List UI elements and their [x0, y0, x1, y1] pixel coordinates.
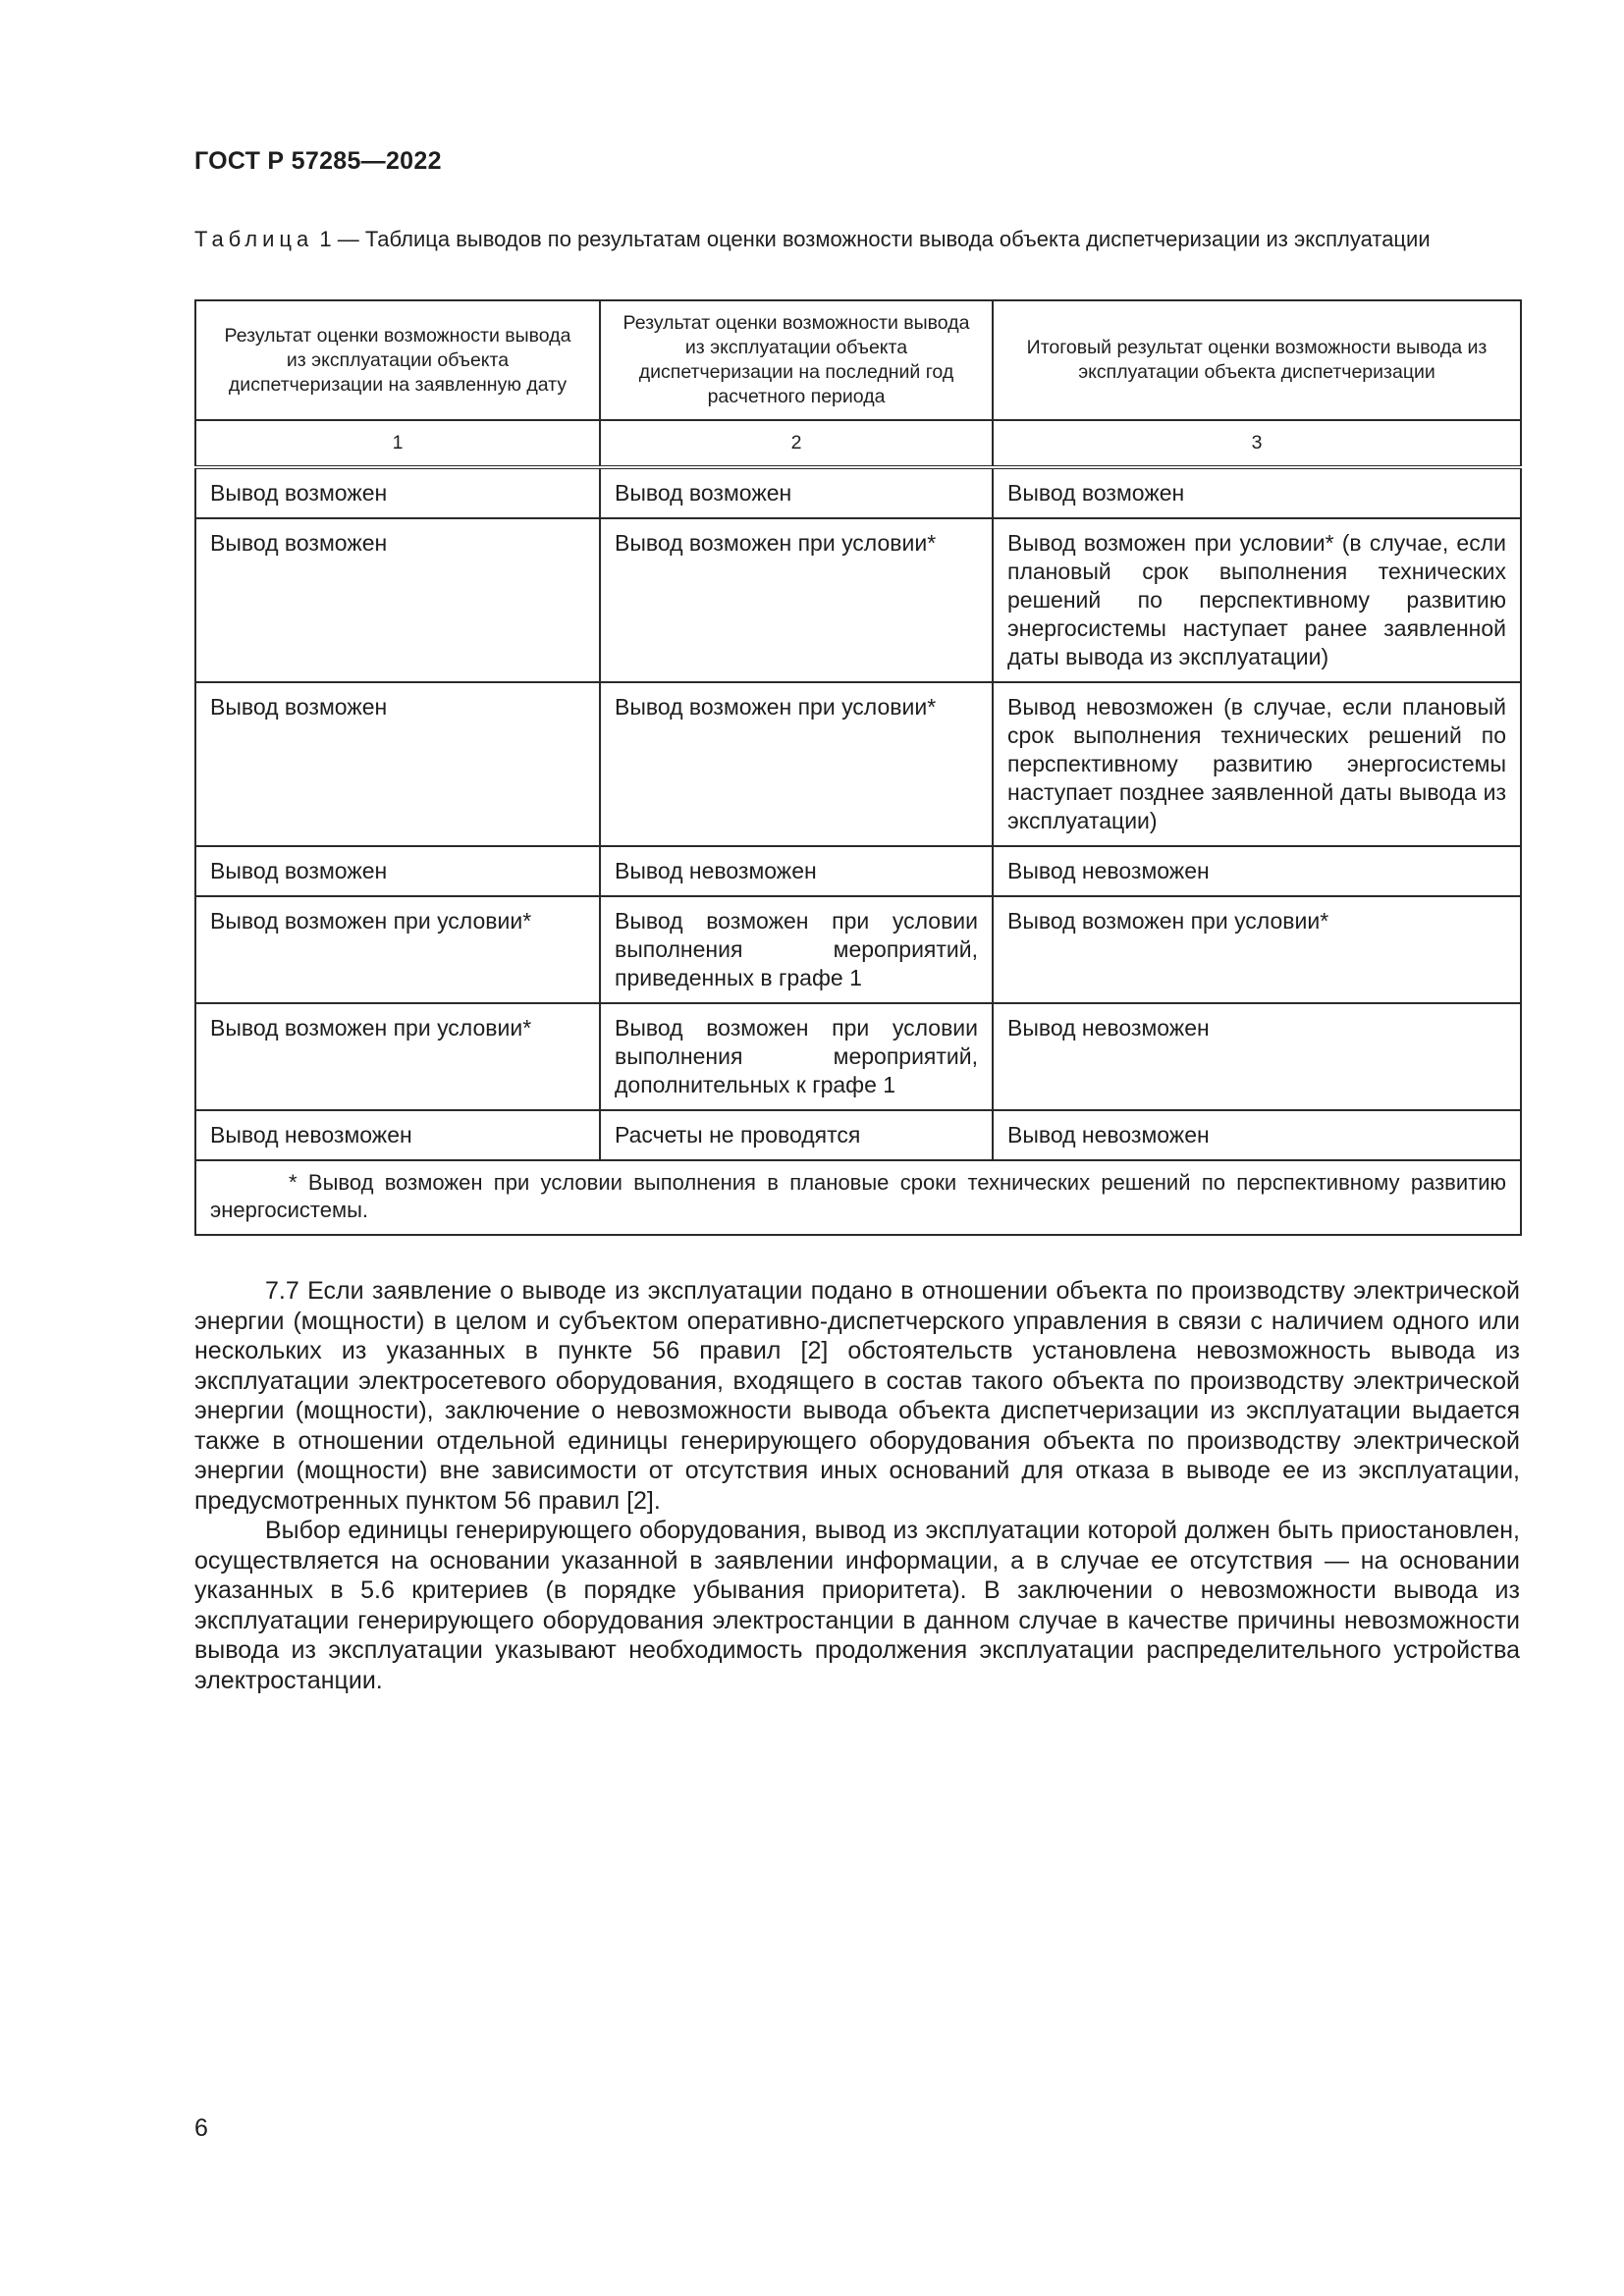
table-cell: Вывод возможен при условии выполнения мероприятий, приведенных в графе 1 [600, 896, 993, 1003]
table-cell: Вывод невозможен [600, 846, 993, 896]
table-cell: Вывод невозможен [993, 1110, 1521, 1160]
table-cell: Вывод возможен [195, 682, 600, 846]
table-cell: Вывод возможен [195, 467, 600, 518]
table-caption-prefix: Таблица [194, 227, 314, 251]
table-row [195, 896, 1521, 1003]
table-footnote-row [195, 1160, 1521, 1235]
table-cell: Вывод возможен [195, 846, 600, 896]
table-cell: Вывод возможен при условии* [195, 1003, 600, 1110]
table-row [195, 682, 1521, 846]
table-cell: Вывод возможен при условии* [195, 896, 600, 1003]
column-number: 2 [600, 420, 993, 467]
column-header: Итоговый результат оценки возможности вывода из эксплуатации объекта диспетчеризации [993, 300, 1521, 420]
column-number-row [195, 420, 1521, 467]
paragraph: 7.7 Если заявление о выводе из эксплуатации подано в отношении объекта по производству электрической энергии (мощности) в целом и субъектом оперативно-диспетчерского управления в связи с наличием одного или нескольких из указанных в пункте 56 правил [2] обстоятельств установлена невозможность вывода из эксплуатации электросетевого оборудования, входящего в состав такого объекта по производству электрической энергии (мощности), заключение о невозможности вывода объекта диспетчеризации из эксплуатации выдается также в отношении отдельной единицы генерирующего оборудования объекта по производству электрической энергии (мощности) вне зависимости от отсутствия иных оснований для отказа в выводе ее из эксплуатации, предусмотренных пунктом 56 правил [2]. [194, 1277, 1520, 1515]
table-cell: Вывод возможен при условии* (в случае, если плановый срок выполнения технических решений по перспективному развитию энергосистемы наступает ранее заявленной даты вывода из эксплуатации) [993, 518, 1521, 682]
table-header-row [195, 300, 1521, 420]
table-cell: Вывод возможен [993, 467, 1521, 518]
column-number: 1 [195, 420, 600, 467]
table-cell: Вывод невозможен [993, 1003, 1521, 1110]
table-footnote: * Вывод возможен при условии выполнения в плановые сроки технических решений по перспективному развитию энергосистемы. [195, 1160, 1521, 1235]
table-cell: Вывод возможен при условии выполнения мероприятий, дополнительных к графе 1 [600, 1003, 993, 1110]
table-cell: Вывод возможен при условии* [600, 682, 993, 846]
table-row [195, 467, 1521, 518]
table-row [195, 518, 1521, 682]
paragraph: Выбор единицы генерирующего оборудования, вывод из эксплуатации которой должен быть приостановлен, осуществляется на основании указанной в заявлении информации, а в случае ее отсутствия — на основании указанных в 5.6 критериев (в порядке убывания приоритета). В заключении о невозможности вывода из эксплуатации генерирующего оборудования электростанции в данном случае в качестве причины невозможности вывода из эксплуатации указывают необходимость продолжения эксплуатации распределительного устройства электростанции. [194, 1517, 1520, 1694]
document-header: ГОСТ Р 57285—2022 [194, 147, 442, 175]
column-number: 3 [993, 420, 1521, 467]
table-cell: Вывод невозможен [993, 846, 1521, 896]
table-row [195, 1003, 1521, 1110]
table-caption [194, 226, 1520, 253]
page-number: 6 [194, 2114, 208, 2142]
column-header: Результат оценки возможности вывода из эксплуатации объекта диспетчеризации на заявленную дату [195, 300, 600, 420]
table-cell: Вывод невозможен [195, 1110, 600, 1160]
body-text [194, 1276, 1520, 1695]
table-cell: Вывод возможен при условии* [600, 518, 993, 682]
table-caption-text: 1 — Таблица выводов по результатам оценки возможности вывода объекта диспетчеризации из эксплуатации [313, 227, 1431, 251]
table-cell: Вывод возможен [600, 467, 993, 518]
table-cell: Расчеты не проводятся [600, 1110, 993, 1160]
column-header: Результат оценки возможности вывода из эксплуатации объекта диспетчеризации на последний год расчетного периода [600, 300, 993, 420]
table-cell: Вывод невозможен (в случае, если плановый срок выполнения технических решений по перспективному развитию энергосистемы наступает позднее заявленной даты вывода из эксплуатации) [993, 682, 1521, 846]
table-row [195, 846, 1521, 896]
table-cell: Вывод возможен при условии* [993, 896, 1521, 1003]
conclusions-table [194, 299, 1522, 1236]
table-cell: Вывод возможен [195, 518, 600, 682]
table-row [195, 1110, 1521, 1160]
